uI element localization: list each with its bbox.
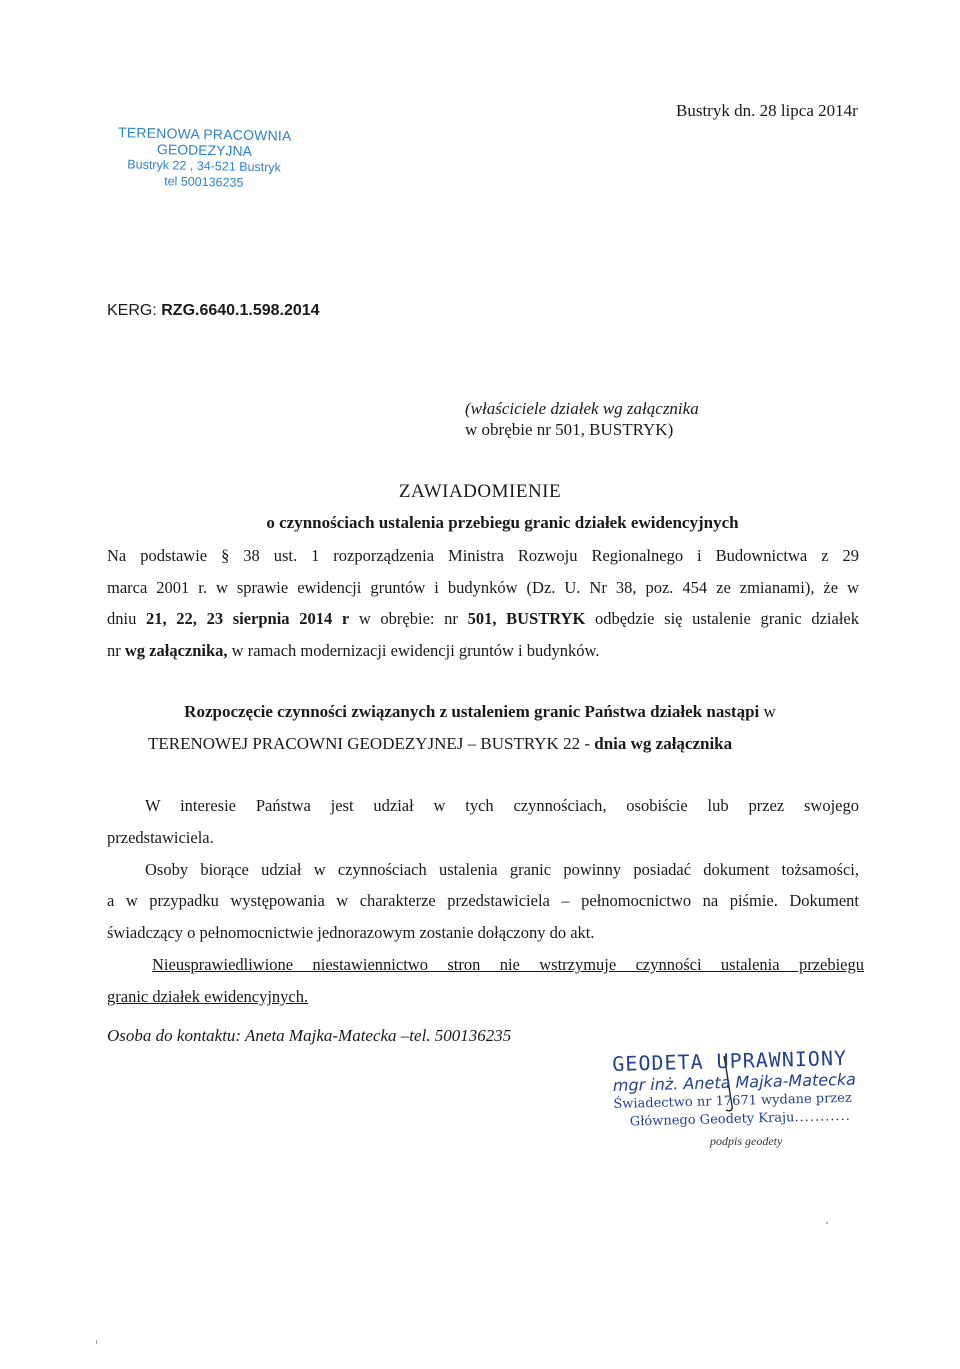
company-stamp — [109, 124, 300, 192]
document-date: Bustryk dn. 28 lipca 2014r — [676, 101, 858, 120]
addressee-line: w obrębie nr 501, BUSTRYK) — [465, 420, 674, 439]
addressee — [465, 398, 699, 440]
surveyor-stamp-line: GEODETA UPRAWNIONY — [612, 1045, 848, 1076]
scan-speck — [826, 1222, 828, 1224]
paragraph-line — [107, 609, 859, 629]
kerg-number: RZG.6640.1.598.2014 — [161, 302, 320, 319]
paragraph-line: świadczący o pełnomocnictwie jednorazowym zostanie dołączony do akt. — [107, 923, 595, 942]
paragraph-line: Na podstawie § 38 ust. 1 rozporządzenia Ministra Rozwoju Regionalnego i Budownictwa z 29 — [107, 546, 859, 565]
kerg-reference — [107, 302, 320, 320]
addressee-line: (właściciele działek wg załącznika — [465, 399, 699, 418]
attachment-bold: wg załącznika, — [124, 641, 228, 660]
paragraph-line: przedstawiciela. — [107, 828, 214, 847]
signature-caption: podpis geodety — [710, 1134, 783, 1148]
paragraph-line: a w przypadku występowania w charakterze przedstawiciela – pełnomocnictwo na piśmie. Dokument — [107, 891, 859, 910]
start-date-bold: dnia wg załącznika — [594, 734, 733, 753]
contact-info: Osoba do kontaktu: Aneta Majka-Matecka –tel. 500136235 — [107, 1026, 512, 1045]
paragraph-line: W interesie Państwa jest udział w tych czynnościach, osobiście lub przez swojego — [145, 796, 859, 815]
document-title: ZAWIADOMIENIE — [398, 481, 562, 502]
surveyor-stamp-text: Głównego Geodety Kraju — [629, 1110, 795, 1130]
text-span: odbędzie się ustalenie granic działek — [585, 609, 859, 628]
paragraph-line: marca 2001 r. w sprawie ewidencji gruntów i budynków (Dz. U. Nr 38, poz. 454 ze zmianami), że w — [107, 578, 859, 597]
paragraph-line — [107, 641, 859, 661]
notice-line: granic działek ewidencyjnych. — [107, 987, 309, 1006]
text-span: w ramach modernizacji ewidencji gruntów i budynków. — [227, 641, 600, 660]
surveyor-stamp — [612, 1045, 874, 1132]
surveyor-stamp-line: Świadectwo nr 17671 wydane przez — [613, 1090, 852, 1112]
company-stamp-line: GEODEZYJNA — [156, 140, 253, 159]
scan-speck — [96, 1340, 97, 1344]
text-span: nr — [107, 641, 125, 660]
precinct-bold: 501, BUSTRYK — [467, 609, 586, 628]
start-line — [0, 702, 960, 722]
surveyor-stamp-line: mgr inż. Aneta Majka-Matecka — [612, 1069, 857, 1095]
start-text: Rozpoczęcie czynności związanych z ustaleniem granic Państwa działek nastąpi — [184, 702, 760, 721]
start-line — [148, 734, 732, 754]
company-stamp-line: TERENOWA PRACOWNIA — [117, 124, 292, 144]
notice-line: Nieusprawiedliwione niestawiennictwo stron nie wstrzymuje czynności ustalenia przebiegu — [152, 955, 864, 974]
start-location: TERENOWEJ PRACOWNI GEODEZYJNEJ – BUSTRYK 22 - — [148, 734, 595, 753]
start-text: w — [759, 702, 776, 721]
signature-dots: ........... — [794, 1108, 852, 1126]
text-span: w obrębie: nr — [349, 609, 468, 628]
company-stamp-line: tel 500136235 — [164, 174, 244, 190]
document-subtitle: o czynnościach ustalenia przebiegu granic działek ewidencyjnych — [266, 513, 739, 532]
text-span: dniu — [107, 609, 146, 628]
dates-bold: 21, 22, 23 sierpnia 2014 r — [146, 609, 350, 628]
company-stamp-line: Bustryk 22 , 34-521 Bustryk — [127, 157, 282, 175]
kerg-label: KERG: — [107, 302, 162, 319]
paragraph-line: Osoby biorące udział w czynnościach ustalenia granic powinny posiadać dokument tożsamości, — [145, 860, 859, 879]
